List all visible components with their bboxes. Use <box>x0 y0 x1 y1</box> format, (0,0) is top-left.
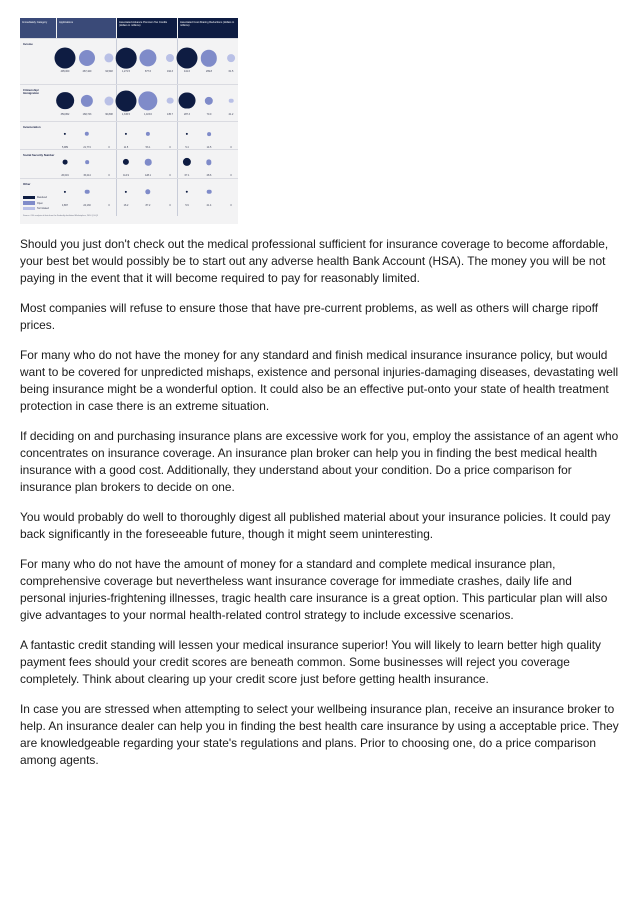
header-category: Immediately Category <box>20 18 56 38</box>
infographic-figure <box>20 18 238 224</box>
legend-item <box>23 201 49 206</box>
data-bubble <box>116 48 137 69</box>
data-bubble <box>167 97 174 104</box>
figure-row <box>20 149 238 179</box>
data-value-label: 61.5 <box>228 70 234 74</box>
data-value-label: 1,315.5 <box>122 112 130 116</box>
data-value-label: 5.9 <box>185 203 189 207</box>
data-bubble <box>183 158 191 166</box>
data-bubble <box>207 132 211 136</box>
data-value-label: 0 <box>230 145 232 149</box>
data-value-label: 495,000 <box>60 70 70 74</box>
data-value-label: 441.6 <box>184 70 190 74</box>
data-value-label: 67.1 <box>184 174 190 178</box>
data-bubble <box>145 159 152 166</box>
paragraph: If deciding on and purchasing insurance plans are excessive work for you, employ the assistance of an agent who concentrates on insurance coverage. An insurance plan broker can help you in finding the best medical health insurance with a good cost. Additionally, they understand about your condition. Do a price comparison for insurance plan brokers to decide on one. <box>20 429 619 494</box>
data-value-label: 0 <box>169 145 171 149</box>
figure-source: Source: OIG analysis of data from the Federally-facilitated Marketplace, 2014 Q1-Q3 <box>23 215 98 217</box>
paragraph: A fantastic credit standing will lessen your medical insurance superior! You will likely to learn better high quality payment fees should your credit scores are beneath common. Some businesses will reject you coverage completely. Think about clearing up your credit score just before getting health insurance. <box>20 638 601 686</box>
data-bubble <box>206 160 211 165</box>
data-bubble <box>201 50 217 66</box>
data-value-label: 94,548 <box>105 70 113 74</box>
paragraph: Should you just don't check out the medical professional sufficient for insurance coverage to become affordable, your best bet would possibly be to start out any adverse health Bank Account (HSA). The money you will be not paying in the event that it will become required to pay for reasonably limited. <box>20 237 609 285</box>
data-bubble <box>55 48 76 69</box>
data-value-label: 287.3 <box>184 112 190 116</box>
data-value-label: 5.4 <box>185 145 189 149</box>
data-bubble <box>205 96 213 104</box>
data-value-label: 87.2 <box>145 203 151 207</box>
data-value-label: 1,271.5 <box>122 70 130 74</box>
figure-row <box>20 38 238 85</box>
data-bubble <box>116 90 137 111</box>
figure-row <box>20 121 238 150</box>
data-value-label: 0 <box>108 174 110 178</box>
data-bubble <box>125 190 127 192</box>
data-value-label: 4,867 <box>62 203 68 207</box>
figure-header <box>20 18 238 38</box>
data-bubble <box>145 189 150 194</box>
figure-legend <box>23 195 49 212</box>
data-bubble <box>79 50 95 66</box>
data-value-label: 128.1 <box>145 174 151 178</box>
data-value-label: 877.6 <box>145 70 151 74</box>
figure-row <box>20 178 238 209</box>
header-cost-sharing: Associated Cost-Sharing Reductions (dollars in millions) <box>177 18 238 38</box>
data-value-label: 287,420 <box>82 70 92 74</box>
data-bubble <box>123 159 129 165</box>
data-bubble <box>104 54 113 63</box>
data-bubble <box>139 50 156 67</box>
data-value-label: 11.5 <box>123 145 129 149</box>
data-value-label: 0 <box>169 203 171 207</box>
figure-row <box>20 84 238 122</box>
paragraph: You would probably do well to thoroughly digest all published material about your insurance policies. It could pay back significantly in the foreseeable future, though it might seem uninteresting. <box>20 510 611 541</box>
data-value-label: 16.2 <box>123 203 129 207</box>
data-bubble <box>186 133 188 135</box>
data-value-label: 24,130 <box>83 203 91 207</box>
data-value-label: 15,214 <box>83 174 91 178</box>
data-bubble <box>85 189 90 194</box>
data-bubble <box>64 191 66 193</box>
data-value-label: 90,808 <box>105 112 113 116</box>
data-value-label: 26,019 <box>61 174 69 178</box>
data-bubble <box>177 48 198 69</box>
data-value-label: 21.2 <box>228 112 234 116</box>
legend-item <box>23 195 49 200</box>
data-value-label: 21.4 <box>206 203 212 207</box>
data-bubble <box>146 132 150 136</box>
data-bubble <box>56 92 74 110</box>
legend-swatch-terminated <box>23 207 35 211</box>
data-value-label: 0 <box>108 203 110 207</box>
data-value-label: 114.9 <box>123 174 129 178</box>
paragraph: In case you are stressed when attempting to select your wellbeing insurance plan, receive an insurance broker to help. An insurance dealer can help you in finding the best health care insurance by using a acceptable price. They are knowledgeable regarding your state's regulations and plans. Prior to choosing one, do a price comparison among agents. <box>20 702 619 767</box>
data-bubble <box>105 96 114 105</box>
paragraph: For many who do not have the amount of money for a standard and complete medical insurance plan, comprehensive coverage but nevertheless want insurance coverage for immediate crashes, daily life and personal injuries-frightening illnesses, tragic health care insurance is a great option. This particular plan will also give advantages to your normal health-related control strategy to include excessive scenarios. <box>20 557 608 622</box>
data-value-label: 0 <box>169 174 171 178</box>
data-value-label: 0 <box>230 174 232 178</box>
data-value-label: 192.3 <box>167 70 173 74</box>
data-bubble <box>179 92 196 109</box>
data-bubble <box>138 91 157 110</box>
header-applications: Applications <box>56 18 116 38</box>
row-label: Other <box>23 182 31 186</box>
data-bubble <box>85 132 89 136</box>
legend-swatch-open <box>23 201 35 205</box>
data-bubble <box>207 189 212 194</box>
paragraph: For many who do not have the money for any standard and finish medical insurance insurance policy, but would want to be covered for unpredicted mishaps, existence and personal injuries-damaging diseases, devastating well being insurance might be a wonderful option. It could also be an effective put-onto your state of health treatment protection in case there is an extreme situation. <box>20 348 619 413</box>
data-bubble <box>81 94 93 106</box>
data-value-label: 14.5 <box>206 145 212 149</box>
data-value-label: 269.8 <box>206 70 212 74</box>
legend-swatch-resolved <box>23 196 35 200</box>
data-bubble <box>229 98 234 103</box>
data-value-label: 1,115.6 <box>144 112 152 116</box>
data-value-label: 0 <box>230 203 232 207</box>
article-body <box>20 236 620 782</box>
legend-label: Terminated <box>37 207 49 210</box>
row-label: Incarceration <box>23 125 41 129</box>
data-value-label: 53.1 <box>145 145 151 149</box>
data-bubble <box>63 160 68 165</box>
header-premium-tax-credits: Associated Advance Premium Tax Credits (dollars in millions) <box>116 18 177 38</box>
row-label: Citizenship/ Immigration <box>23 88 40 96</box>
legend-item <box>23 206 49 211</box>
legend-label: Resolved <box>37 196 47 199</box>
data-value-label: 5,989 <box>62 145 68 149</box>
row-label: Social Security Number <box>23 153 55 157</box>
data-value-label: 70.0 <box>206 112 212 116</box>
data-bubble <box>125 133 127 135</box>
data-bubble <box>227 54 235 62</box>
data-bubble <box>166 54 174 62</box>
data-value-label: 28.6 <box>206 174 212 178</box>
data-bubble <box>186 190 188 192</box>
data-value-label: 168,743 <box>82 112 92 116</box>
data-value-label: 21,774 <box>83 145 91 149</box>
data-bubble <box>64 133 66 135</box>
data-value-label: 135.7 <box>167 112 173 116</box>
data-value-label: 350,862 <box>60 112 70 116</box>
data-bubble <box>85 160 89 164</box>
legend-label: Open <box>37 201 43 205</box>
row-label: Income <box>23 42 33 46</box>
paragraph: Most companies will refuse to ensure those that have pre-current problems, as well as others will charge ripoff prices. <box>20 301 599 332</box>
data-value-label: 0 <box>108 145 110 149</box>
